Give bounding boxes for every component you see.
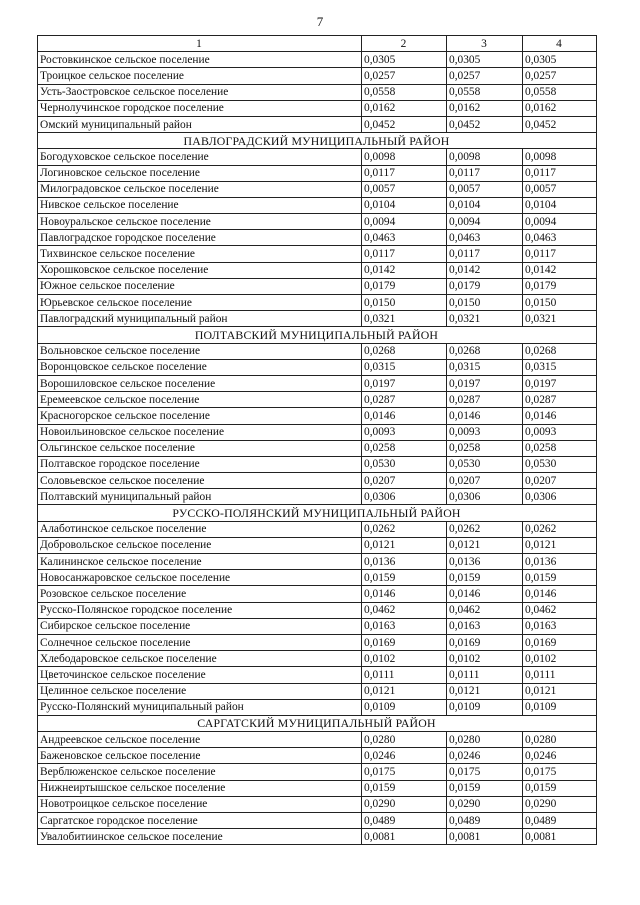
coefficient-cell-col2: 0,0146 — [362, 408, 447, 424]
coefficient-cell-col2: 0,0462 — [362, 602, 447, 618]
coefficient-cell-col2: 0,0121 — [362, 537, 447, 553]
coefficient-cell-col4: 0,0104 — [523, 197, 597, 213]
settlement-name-cell: Южное сельское поселение — [38, 278, 362, 294]
section-title: САРГАТСКИЙ МУНИЦИПАЛЬНЫЙ РАЙОН — [38, 715, 597, 731]
coefficient-cell-col4: 0,0081 — [523, 829, 597, 845]
header-cell-2: 2 — [362, 36, 447, 52]
coefficient-cell-col4: 0,0258 — [523, 440, 597, 456]
table-row — [38, 230, 597, 246]
coefficient-cell-col2: 0,0305 — [362, 52, 447, 68]
coefficient-cell-col3: 0,0159 — [447, 780, 523, 796]
table-row — [38, 149, 597, 165]
table-row — [38, 554, 597, 570]
coefficient-cell-col3: 0,0117 — [447, 246, 523, 262]
coefficient-cell-col3: 0,0306 — [447, 489, 523, 505]
settlement-name-cell: Вольновское сельское поселение — [38, 343, 362, 359]
table-row — [38, 748, 597, 764]
coefficient-cell-col3: 0,0197 — [447, 375, 523, 391]
coefficient-cell-col2: 0,0162 — [362, 100, 447, 116]
coefficient-cell-col3: 0,0142 — [447, 262, 523, 278]
coefficient-cell-col2: 0,0489 — [362, 813, 447, 829]
settlement-name-cell: Тихвинское сельское поселение — [38, 246, 362, 262]
coefficient-cell-col3: 0,0558 — [447, 84, 523, 100]
section-header-row — [38, 133, 597, 149]
table-row — [38, 829, 597, 845]
coefficient-cell-col4: 0,0262 — [523, 521, 597, 537]
table-row — [38, 295, 597, 311]
coefficient-cell-col2: 0,0558 — [362, 84, 447, 100]
coefficient-cell-col4: 0,0558 — [523, 84, 597, 100]
settlement-name-cell: Алаботинское сельское поселение — [38, 521, 362, 537]
section-header-row — [38, 327, 597, 343]
header-cell-1: 1 — [38, 36, 362, 52]
coefficient-cell-col3: 0,0246 — [447, 748, 523, 764]
settlement-name-cell: Увалобитиинское сельское поселение — [38, 829, 362, 845]
table-row — [38, 667, 597, 683]
coefficient-cell-col3: 0,0268 — [447, 343, 523, 359]
coefficient-cell-col4: 0,0179 — [523, 278, 597, 294]
coefficient-cell-col3: 0,0262 — [447, 521, 523, 537]
settlement-name-cell: Ольгинское сельское поселение — [38, 440, 362, 456]
coefficient-cell-col4: 0,0169 — [523, 634, 597, 650]
settlement-name-cell: Хорошковское сельское поселение — [38, 262, 362, 278]
coefficient-cell-col4: 0,0306 — [523, 489, 597, 505]
coefficient-cell-col2: 0,0098 — [362, 149, 447, 165]
coefficient-cell-col4: 0,0098 — [523, 149, 597, 165]
coefficient-cell-col4: 0,0163 — [523, 618, 597, 634]
settlement-name-cell: Русско-Полянский муниципальный район — [38, 699, 362, 715]
settlement-name-cell: Русско-Полянское городское поселение — [38, 602, 362, 618]
coefficient-cell-col3: 0,0315 — [447, 359, 523, 375]
coefficient-cell-col2: 0,0146 — [362, 586, 447, 602]
header-cell-3: 3 — [447, 36, 523, 52]
settlement-name-cell: Калининское сельское поселение — [38, 554, 362, 570]
table-row — [38, 375, 597, 391]
coefficient-cell-col4: 0,0136 — [523, 554, 597, 570]
coefficient-cell-col2: 0,0315 — [362, 359, 447, 375]
coefficient-cell-col2: 0,0290 — [362, 796, 447, 812]
coefficient-cell-col4: 0,0462 — [523, 602, 597, 618]
coefficient-cell-col2: 0,0104 — [362, 197, 447, 213]
table-row — [38, 634, 597, 650]
settlement-name-cell: Еремеевское сельское поселение — [38, 392, 362, 408]
coefficient-cell-col2: 0,0452 — [362, 116, 447, 132]
coefficient-cell-col4: 0,0321 — [523, 311, 597, 327]
coefficient-cell-col3: 0,0159 — [447, 570, 523, 586]
coefficient-cell-col3: 0,0290 — [447, 796, 523, 812]
table-row — [38, 278, 597, 294]
table-row — [38, 780, 597, 796]
table-row — [38, 489, 597, 505]
settlement-name-cell: Воронцовское сельское поселение — [38, 359, 362, 375]
settlement-name-cell: Логиновское сельское поселение — [38, 165, 362, 181]
table-row — [38, 214, 597, 230]
coefficient-cell-col3: 0,0207 — [447, 473, 523, 489]
table-row — [38, 165, 597, 181]
coefficient-cell-col2: 0,0530 — [362, 456, 447, 472]
page-number: 7 — [316, 14, 324, 29]
table-row — [38, 586, 597, 602]
settlement-name-cell: Новоильиновское сельское поселение — [38, 424, 362, 440]
table-row — [38, 521, 597, 537]
coefficient-cell-col3: 0,0530 — [447, 456, 523, 472]
coefficient-cell-col2: 0,0117 — [362, 165, 447, 181]
table-row — [38, 813, 597, 829]
settlement-name-cell: Солнечное сельское поселение — [38, 634, 362, 650]
coefficient-cell-col3: 0,0102 — [447, 651, 523, 667]
table-row — [38, 84, 597, 100]
settlement-name-cell: Новоуральское сельское поселение — [38, 214, 362, 230]
settlement-name-cell: Цветочинское сельское поселение — [38, 667, 362, 683]
coefficient-cell-col2: 0,0246 — [362, 748, 447, 764]
coefficient-cell-col4: 0,0094 — [523, 214, 597, 230]
coefficient-cell-col3: 0,0094 — [447, 214, 523, 230]
table-row — [38, 424, 597, 440]
section-header-row — [38, 505, 597, 521]
coefficient-cell-col4: 0,0093 — [523, 424, 597, 440]
coefficient-cell-col2: 0,0142 — [362, 262, 447, 278]
coefficient-cell-col4: 0,0121 — [523, 683, 597, 699]
coefficient-cell-col4: 0,0280 — [523, 732, 597, 748]
section-title: ПАВЛОГРАДСКИЙ МУНИЦИПАЛЬНЫЙ РАЙОН — [38, 133, 597, 149]
settlement-name-cell: Ростовкинское сельское поселение — [38, 52, 362, 68]
coefficient-cell-col2: 0,0257 — [362, 68, 447, 84]
coefficient-cell-col2: 0,0287 — [362, 392, 447, 408]
table-row — [38, 473, 597, 489]
settlement-name-cell: Добровольское сельское поселение — [38, 537, 362, 553]
coefficient-cell-col4: 0,0162 — [523, 100, 597, 116]
table-row — [38, 246, 597, 262]
table-row — [38, 570, 597, 586]
coefficient-cell-col4: 0,0146 — [523, 408, 597, 424]
coefficient-cell-col4: 0,0102 — [523, 651, 597, 667]
coefficient-cell-col3: 0,0121 — [447, 537, 523, 553]
coefficient-cell-col3: 0,0104 — [447, 197, 523, 213]
settlement-name-cell: Полтавский муниципальный район — [38, 489, 362, 505]
coefficient-cell-col3: 0,0150 — [447, 295, 523, 311]
settlement-name-cell: Чернолучинское городское поселение — [38, 100, 362, 116]
settlement-name-cell: Юрьевское сельское поселение — [38, 295, 362, 311]
coefficient-cell-col2: 0,0463 — [362, 230, 447, 246]
table-row — [38, 440, 597, 456]
table-header-row — [38, 36, 597, 52]
coefficient-cell-col3: 0,0162 — [447, 100, 523, 116]
table-row — [38, 311, 597, 327]
coefficient-cell-col4: 0,0146 — [523, 586, 597, 602]
coefficient-cell-col4: 0,0197 — [523, 375, 597, 391]
coefficient-cell-col2: 0,0280 — [362, 732, 447, 748]
settlement-name-cell: Красногорское сельское поселение — [38, 408, 362, 424]
coefficient-cell-col4: 0,0175 — [523, 764, 597, 780]
table-row — [38, 651, 597, 667]
coefficient-cell-col4: 0,0159 — [523, 570, 597, 586]
coefficient-cell-col4: 0,0290 — [523, 796, 597, 812]
coefficient-cell-col2: 0,0163 — [362, 618, 447, 634]
settlement-name-cell: Саргатское городское поселение — [38, 813, 362, 829]
table-row — [38, 197, 597, 213]
table-row — [38, 392, 597, 408]
coefficient-cell-col3: 0,0179 — [447, 278, 523, 294]
coefficient-cell-col3: 0,0258 — [447, 440, 523, 456]
section-title: ПОЛТАВСКИЙ МУНИЦИПАЛЬНЫЙ РАЙОН — [38, 327, 597, 343]
settlement-name-cell: Новотроицкое сельское поселение — [38, 796, 362, 812]
settlement-name-cell: Троицкое сельское поселение — [38, 68, 362, 84]
coefficient-cell-col3: 0,0146 — [447, 586, 523, 602]
settlement-name-cell: Ворошиловское сельское поселение — [38, 375, 362, 391]
coefficient-cell-col2: 0,0121 — [362, 683, 447, 699]
coefficient-cell-col4: 0,0159 — [523, 780, 597, 796]
coefficient-cell-col3: 0,0109 — [447, 699, 523, 715]
settlement-name-cell: Верблюженское сельское поселение — [38, 764, 362, 780]
coefficient-cell-col3: 0,0117 — [447, 165, 523, 181]
coefficient-cell-col3: 0,0136 — [447, 554, 523, 570]
coefficient-cell-col2: 0,0258 — [362, 440, 447, 456]
table-row — [38, 699, 597, 715]
table-row — [38, 68, 597, 84]
coefficient-cell-col2: 0,0057 — [362, 181, 447, 197]
coefficient-cell-col2: 0,0262 — [362, 521, 447, 537]
coefficient-cell-col4: 0,0142 — [523, 262, 597, 278]
coefficient-cell-col4: 0,0150 — [523, 295, 597, 311]
coefficient-cell-col3: 0,0463 — [447, 230, 523, 246]
table-row — [38, 537, 597, 553]
coefficient-cell-col4: 0,0207 — [523, 473, 597, 489]
coefficient-cell-col4: 0,0257 — [523, 68, 597, 84]
settlement-name-cell: Милоградовское сельское поселение — [38, 181, 362, 197]
coefficient-cell-col2: 0,0268 — [362, 343, 447, 359]
coefficient-cell-col3: 0,0462 — [447, 602, 523, 618]
table-row — [38, 262, 597, 278]
coefficient-cell-col2: 0,0094 — [362, 214, 447, 230]
coefficient-cell-col3: 0,0169 — [447, 634, 523, 650]
settlement-name-cell: Нижнеиртышское сельское поселение — [38, 780, 362, 796]
coefficient-cell-col4: 0,0305 — [523, 52, 597, 68]
coefficient-cell-col3: 0,0057 — [447, 181, 523, 197]
table-row — [38, 52, 597, 68]
coefficient-cell-col4: 0,0121 — [523, 537, 597, 553]
coefficient-cell-col4: 0,0452 — [523, 116, 597, 132]
settlement-name-cell: Павлоградское городское поселение — [38, 230, 362, 246]
coefficient-cell-col4: 0,0268 — [523, 343, 597, 359]
coefficient-cell-col2: 0,0093 — [362, 424, 447, 440]
table-row — [38, 116, 597, 132]
coefficient-cell-col2: 0,0207 — [362, 473, 447, 489]
settlement-name-cell: Богодуховское сельское поселение — [38, 149, 362, 165]
table-row — [38, 602, 597, 618]
settlement-name-cell: Павлоградский муниципальный район — [38, 311, 362, 327]
header-cell-4: 4 — [523, 36, 597, 52]
table-row — [38, 100, 597, 116]
coefficient-cell-col4: 0,0109 — [523, 699, 597, 715]
settlement-name-cell: Новосанжаровское сельское поселение — [38, 570, 362, 586]
coefficient-cell-col4: 0,0117 — [523, 165, 597, 181]
coefficient-cell-col3: 0,0146 — [447, 408, 523, 424]
table-row — [38, 359, 597, 375]
coefficient-cell-col3: 0,0452 — [447, 116, 523, 132]
coefficient-cell-col2: 0,0159 — [362, 780, 447, 796]
coefficient-cell-col4: 0,0287 — [523, 392, 597, 408]
coefficient-cell-col3: 0,0093 — [447, 424, 523, 440]
coefficient-cell-col2: 0,0197 — [362, 375, 447, 391]
coefficient-cell-col2: 0,0306 — [362, 489, 447, 505]
settlement-name-cell: Нивское сельское поселение — [38, 197, 362, 213]
coefficient-cell-col2: 0,0102 — [362, 651, 447, 667]
coefficient-cell-col3: 0,0081 — [447, 829, 523, 845]
coefficient-cell-col3: 0,0280 — [447, 732, 523, 748]
settlement-name-cell: Розовское сельское поселение — [38, 586, 362, 602]
coefficient-cell-col3: 0,0321 — [447, 311, 523, 327]
coefficient-cell-col3: 0,0175 — [447, 764, 523, 780]
coefficient-cell-col2: 0,0179 — [362, 278, 447, 294]
table-row — [38, 683, 597, 699]
table-row — [38, 408, 597, 424]
settlement-name-cell: Хлебодаровское сельское поселение — [38, 651, 362, 667]
section-title: РУССКО-ПОЛЯНСКИЙ МУНИЦИПАЛЬНЫЙ РАЙОН — [38, 505, 597, 521]
settlement-name-cell: Полтавское городское поселение — [38, 456, 362, 472]
coefficient-cell-col3: 0,0257 — [447, 68, 523, 84]
table-row — [38, 456, 597, 472]
coefficient-cell-col3: 0,0098 — [447, 149, 523, 165]
settlement-name-cell: Омский муниципальный район — [38, 116, 362, 132]
coefficient-cell-col4: 0,0246 — [523, 748, 597, 764]
coefficient-cell-col3: 0,0111 — [447, 667, 523, 683]
table-row — [38, 618, 597, 634]
settlement-name-cell: Баженовское сельское поселение — [38, 748, 362, 764]
settlement-name-cell: Сибирское сельское поселение — [38, 618, 362, 634]
coefficient-cell-col4: 0,0463 — [523, 230, 597, 246]
coefficient-cell-col3: 0,0489 — [447, 813, 523, 829]
coefficient-cell-col2: 0,0117 — [362, 246, 447, 262]
coefficient-cell-col4: 0,0315 — [523, 359, 597, 375]
table-row — [38, 796, 597, 812]
table-row — [38, 343, 597, 359]
table-row — [38, 181, 597, 197]
coefficient-cell-col3: 0,0163 — [447, 618, 523, 634]
coefficient-cell-col3: 0,0287 — [447, 392, 523, 408]
settlement-name-cell: Усть-Заостровское сельское поселение — [38, 84, 362, 100]
coefficient-cell-col3: 0,0121 — [447, 683, 523, 699]
coefficient-cell-col2: 0,0081 — [362, 829, 447, 845]
coefficient-cell-col4: 0,0530 — [523, 456, 597, 472]
coefficient-cell-col2: 0,0111 — [362, 667, 447, 683]
coefficient-cell-col2: 0,0136 — [362, 554, 447, 570]
coefficient-cell-col4: 0,0057 — [523, 181, 597, 197]
settlement-name-cell: Соловьевское сельское поселение — [38, 473, 362, 489]
municipal-coefficients-table — [37, 35, 597, 845]
settlement-name-cell: Целинное сельское поселение — [38, 683, 362, 699]
table-row — [38, 732, 597, 748]
settlement-name-cell: Андреевское сельское поселение — [38, 732, 362, 748]
coefficient-cell-col4: 0,0489 — [523, 813, 597, 829]
coefficient-cell-col2: 0,0175 — [362, 764, 447, 780]
coefficient-cell-col4: 0,0117 — [523, 246, 597, 262]
coefficient-cell-col2: 0,0109 — [362, 699, 447, 715]
coefficient-cell-col2: 0,0321 — [362, 311, 447, 327]
section-header-row — [38, 715, 597, 731]
table-row — [38, 764, 597, 780]
coefficient-cell-col4: 0,0111 — [523, 667, 597, 683]
coefficient-cell-col2: 0,0150 — [362, 295, 447, 311]
coefficient-cell-col2: 0,0169 — [362, 634, 447, 650]
coefficient-cell-col2: 0,0159 — [362, 570, 447, 586]
coefficient-cell-col3: 0,0305 — [447, 52, 523, 68]
